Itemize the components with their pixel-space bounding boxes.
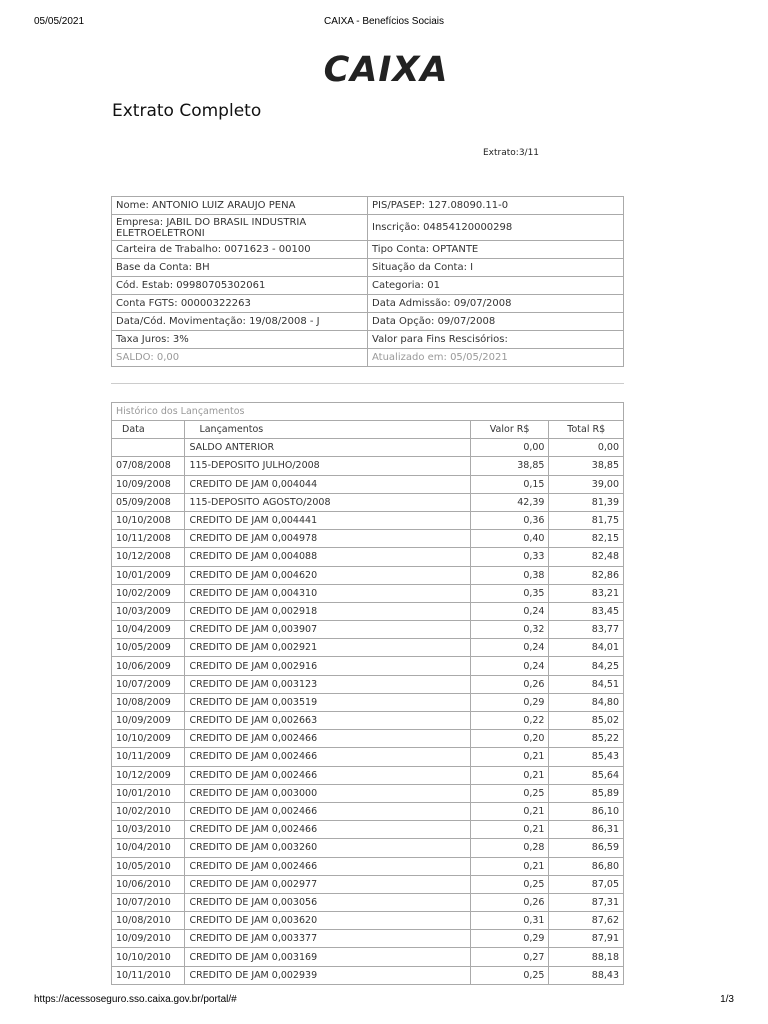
table-row (112, 439, 624, 457)
entry-value: 0,31 (470, 912, 549, 930)
entry-value: 0,40 (470, 530, 549, 548)
entry-description: CREDITO DE JAM 0,002918 (185, 602, 470, 620)
info-right-cell: Data Admissão: 09/07/2008 (368, 295, 624, 313)
entry-total: 84,80 (549, 693, 624, 711)
print-header (34, 16, 734, 30)
entry-value: 0,33 (470, 548, 549, 566)
caixa-logo-text: CAIXA (323, 50, 449, 90)
entry-description: CREDITO DE JAM 0,004441 (185, 511, 470, 529)
print-url: https://acessoseguro.sso.caixa.gov.br/portal/# (34, 994, 237, 1005)
entry-value: 0,29 (470, 930, 549, 948)
table-row (112, 548, 624, 566)
entry-value: 0,24 (470, 639, 549, 657)
info-row (112, 313, 624, 331)
entry-description: CREDITO DE JAM 0,004310 (185, 584, 470, 602)
table-row (112, 966, 624, 984)
table-row (112, 511, 624, 529)
entry-date: 10/11/2008 (112, 530, 185, 548)
entry-date: 07/08/2008 (112, 457, 185, 475)
entry-value: 0,22 (470, 712, 549, 730)
table-row (112, 802, 624, 820)
print-page-number: 1/3 (720, 994, 734, 1005)
table-row (112, 748, 624, 766)
entry-total: 88,18 (549, 948, 624, 966)
entry-date: 10/11/2010 (112, 966, 185, 984)
history-header-row (112, 421, 624, 439)
entry-value: 0,36 (470, 511, 549, 529)
entry-date (112, 439, 185, 457)
table-row (112, 730, 624, 748)
entry-description: CREDITO DE JAM 0,004088 (185, 548, 470, 566)
entry-total: 83,77 (549, 621, 624, 639)
account-info-table (111, 196, 624, 367)
entry-total: 82,48 (549, 548, 624, 566)
entry-description: CREDITO DE JAM 0,003620 (185, 912, 470, 930)
entry-value: 0,24 (470, 602, 549, 620)
info-row (112, 215, 624, 241)
entry-value: 42,39 (470, 493, 549, 511)
info-left-cell: Nome: ANTONIO LUIZ ARAUJO PENA (112, 197, 368, 215)
entry-description: CREDITO DE JAM 0,004044 (185, 475, 470, 493)
entry-description: CREDITO DE JAM 0,003260 (185, 839, 470, 857)
entry-value: 0,24 (470, 657, 549, 675)
entry-value: 0,35 (470, 584, 549, 602)
entry-description: 115-DEPOSITO JULHO/2008 (185, 457, 470, 475)
entry-description: CREDITO DE JAM 0,003169 (185, 948, 470, 966)
entry-value: 0,15 (470, 475, 549, 493)
entry-date: 10/04/2010 (112, 839, 185, 857)
entry-total: 39,00 (549, 475, 624, 493)
entry-total: 81,39 (549, 493, 624, 511)
entry-date: 10/08/2010 (112, 912, 185, 930)
entry-total: 86,59 (549, 839, 624, 857)
entry-total: 82,86 (549, 566, 624, 584)
entry-description: CREDITO DE JAM 0,002466 (185, 857, 470, 875)
entry-total: 83,45 (549, 602, 624, 620)
entry-value: 0,27 (470, 948, 549, 966)
entry-date: 10/12/2008 (112, 548, 185, 566)
entry-total: 82,15 (549, 530, 624, 548)
entry-total: 83,21 (549, 584, 624, 602)
entry-total: 87,91 (549, 930, 624, 948)
entry-date: 10/01/2009 (112, 566, 185, 584)
info-row (112, 295, 624, 313)
entry-description: SALDO ANTERIOR (185, 439, 470, 457)
info-right-cell: Valor para Fins Rescisórios: (368, 331, 624, 349)
table-row (112, 784, 624, 802)
caixa-logo (316, 52, 456, 88)
entry-description: CREDITO DE JAM 0,003377 (185, 930, 470, 948)
entry-date: 10/05/2009 (112, 639, 185, 657)
entry-value: 0,26 (470, 675, 549, 693)
entry-total: 87,62 (549, 912, 624, 930)
entry-value: 0,25 (470, 875, 549, 893)
entry-value: 0,21 (470, 766, 549, 784)
entry-description: CREDITO DE JAM 0,002466 (185, 766, 470, 784)
info-left-cell: Base da Conta: BH (112, 259, 368, 277)
entry-value: 0,25 (470, 966, 549, 984)
entry-description: CREDITO DE JAM 0,002466 (185, 821, 470, 839)
entry-date: 10/06/2010 (112, 875, 185, 893)
entry-description: CREDITO DE JAM 0,002466 (185, 730, 470, 748)
entry-description: CREDITO DE JAM 0,002916 (185, 657, 470, 675)
table-row (112, 621, 624, 639)
statement-number: Extrato:3/11 (483, 148, 540, 158)
entry-description: CREDITO DE JAM 0,003056 (185, 893, 470, 911)
entry-total: 85,02 (549, 712, 624, 730)
entry-total: 86,10 (549, 802, 624, 820)
entry-description: CREDITO DE JAM 0,002466 (185, 802, 470, 820)
print-date: 05/05/2021 (34, 16, 85, 27)
info-row (112, 277, 624, 295)
divider (111, 383, 624, 384)
entry-value: 0,21 (470, 802, 549, 820)
table-row (112, 639, 624, 657)
entry-total: 0,00 (549, 439, 624, 457)
entry-description: CREDITO DE JAM 0,003000 (185, 784, 470, 802)
info-right-cell: Inscrição: 04854120000298 (368, 215, 624, 241)
entry-date: 10/09/2010 (112, 930, 185, 948)
table-row (112, 893, 624, 911)
entry-value: 0,21 (470, 748, 549, 766)
table-row (112, 584, 624, 602)
table-row (112, 839, 624, 857)
table-row (112, 712, 624, 730)
history-caption-row (112, 403, 624, 421)
info-left-cell: Carteira de Trabalho: 0071623 - 00100 (112, 241, 368, 259)
entry-date: 10/06/2009 (112, 657, 185, 675)
info-row (112, 197, 624, 215)
table-row (112, 475, 624, 493)
table-row (112, 602, 624, 620)
entry-value: 0,21 (470, 821, 549, 839)
entry-value: 0,32 (470, 621, 549, 639)
info-right-cell: PIS/PASEP: 127.08090.11-0 (368, 197, 624, 215)
entry-date: 10/05/2010 (112, 857, 185, 875)
info-left-cell: Cód. Estab: 09980705302061 (112, 277, 368, 295)
table-row (112, 566, 624, 584)
history-caption: Histórico dos Lançamentos (112, 403, 624, 421)
entry-date: 10/07/2009 (112, 675, 185, 693)
table-row (112, 530, 624, 548)
entry-date: 10/09/2008 (112, 475, 185, 493)
entry-description: 115-DEPOSITO AGOSTO/2008 (185, 493, 470, 511)
entry-date: 10/10/2009 (112, 730, 185, 748)
entry-date: 10/01/2010 (112, 784, 185, 802)
table-row (112, 657, 624, 675)
table-row (112, 457, 624, 475)
entry-total: 88,43 (549, 966, 624, 984)
entry-total: 84,01 (549, 639, 624, 657)
entry-total: 85,22 (549, 730, 624, 748)
entry-date: 10/12/2009 (112, 766, 185, 784)
header-date: Data (112, 421, 185, 439)
header-value: Valor R$ (470, 421, 549, 439)
entry-date: 10/11/2009 (112, 748, 185, 766)
entry-total: 87,05 (549, 875, 624, 893)
entry-description: CREDITO DE JAM 0,003519 (185, 693, 470, 711)
print-footer (34, 994, 734, 1008)
entry-value: 0,38 (470, 566, 549, 584)
entry-date: 10/10/2008 (112, 511, 185, 529)
info-left-cell: Taxa Juros: 3% (112, 331, 368, 349)
entry-date: 10/09/2009 (112, 712, 185, 730)
page-title: Extrato Completo (112, 101, 262, 121)
info-right-cell: Data Opção: 09/07/2008 (368, 313, 624, 331)
entry-total: 81,75 (549, 511, 624, 529)
table-row (112, 930, 624, 948)
table-row (112, 948, 624, 966)
entry-value: 0,26 (470, 893, 549, 911)
entry-description: CREDITO DE JAM 0,002921 (185, 639, 470, 657)
entry-total: 85,64 (549, 766, 624, 784)
entry-total: 85,43 (549, 748, 624, 766)
entry-date: 10/10/2010 (112, 948, 185, 966)
table-row (112, 912, 624, 930)
entry-description: CREDITO DE JAM 0,002663 (185, 712, 470, 730)
info-left-cell: Empresa: JABIL DO BRASIL INDUSTRIA ELETROELETRONI (112, 215, 368, 241)
info-row (112, 241, 624, 259)
entry-date: 10/08/2009 (112, 693, 185, 711)
info-row (112, 331, 624, 349)
entry-date: 10/04/2009 (112, 621, 185, 639)
info-right-cell: Categoria: 01 (368, 277, 624, 295)
entry-date: 10/03/2010 (112, 821, 185, 839)
entry-description: CREDITO DE JAM 0,003907 (185, 621, 470, 639)
entry-description: CREDITO DE JAM 0,002466 (185, 748, 470, 766)
entry-date: 10/03/2009 (112, 602, 185, 620)
info-row (112, 259, 624, 277)
info-row (112, 349, 624, 367)
table-row (112, 857, 624, 875)
history-table (111, 402, 624, 985)
info-right-cell: Atualizado em: 05/05/2021 (368, 349, 624, 367)
header-entries: Lançamentos (185, 421, 470, 439)
entry-total: 84,51 (549, 675, 624, 693)
entry-total: 86,80 (549, 857, 624, 875)
entry-description: CREDITO DE JAM 0,003123 (185, 675, 470, 693)
table-row (112, 821, 624, 839)
print-page-title: CAIXA - Benefícios Sociais (323, 16, 445, 27)
entry-description: CREDITO DE JAM 0,004620 (185, 566, 470, 584)
entry-total: 84,25 (549, 657, 624, 675)
entry-description: CREDITO DE JAM 0,004978 (185, 530, 470, 548)
entry-value: 0,21 (470, 857, 549, 875)
entry-value: 0,29 (470, 693, 549, 711)
table-row (112, 493, 624, 511)
entry-total: 85,89 (549, 784, 624, 802)
entry-total: 86,31 (549, 821, 624, 839)
table-row (112, 766, 624, 784)
entry-total: 38,85 (549, 457, 624, 475)
info-right-cell: Tipo Conta: OPTANTE (368, 241, 624, 259)
table-row (112, 675, 624, 693)
entry-value: 0,25 (470, 784, 549, 802)
entry-date: 05/09/2008 (112, 493, 185, 511)
info-left-cell: SALDO: 0,00 (112, 349, 368, 367)
header-total: Total R$ (549, 421, 624, 439)
info-left-cell: Conta FGTS: 00000322263 (112, 295, 368, 313)
entry-description: CREDITO DE JAM 0,002939 (185, 966, 470, 984)
entry-description: CREDITO DE JAM 0,002977 (185, 875, 470, 893)
entry-date: 10/07/2010 (112, 893, 185, 911)
entry-value: 0,20 (470, 730, 549, 748)
info-left-cell: Data/Cód. Movimentação: 19/08/2008 - J (112, 313, 368, 331)
entry-date: 10/02/2010 (112, 802, 185, 820)
entry-value: 0,28 (470, 839, 549, 857)
info-right-cell: Situação da Conta: I (368, 259, 624, 277)
table-row (112, 875, 624, 893)
entry-value: 0,00 (470, 439, 549, 457)
entry-value: 38,85 (470, 457, 549, 475)
entry-date: 10/02/2009 (112, 584, 185, 602)
entry-total: 87,31 (549, 893, 624, 911)
table-row (112, 693, 624, 711)
